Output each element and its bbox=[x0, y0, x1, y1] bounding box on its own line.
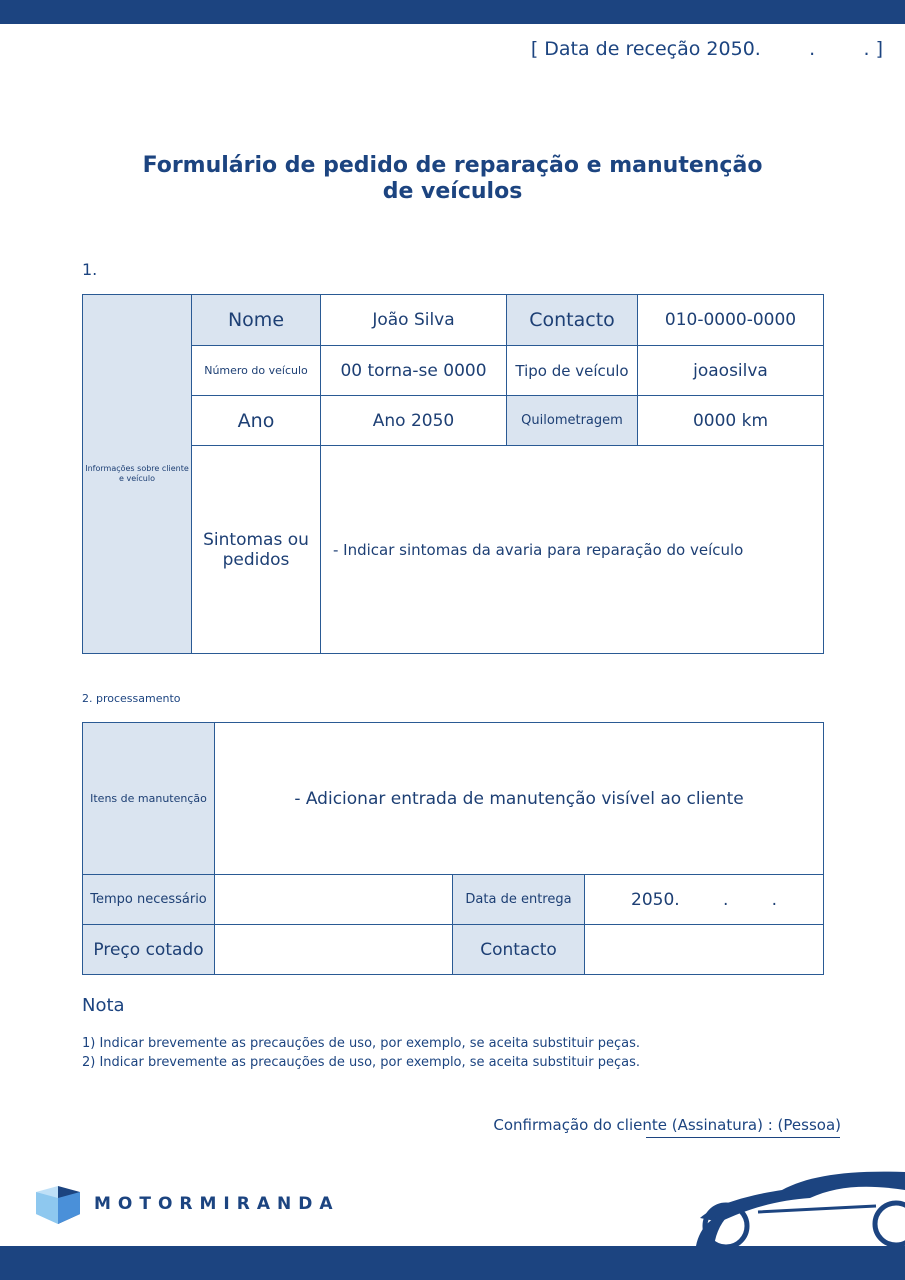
quoted-price-value[interactable] bbox=[215, 925, 453, 975]
car-silhouette-icon bbox=[696, 1168, 905, 1248]
symptoms-value[interactable]: - Indicar sintomas da avaria para reparação do veículo bbox=[321, 446, 824, 654]
page-title: Formulário de pedido de reparação e manutenção bbox=[142, 153, 763, 178]
contact2-value[interactable] bbox=[585, 925, 824, 975]
time-required-value[interactable] bbox=[215, 875, 453, 925]
delivery-date-label: Data de entrega bbox=[453, 875, 585, 925]
brand-name: MOTORMIRANDA bbox=[94, 1194, 340, 1214]
top-bar bbox=[0, 0, 905, 24]
note-line-1: 1) Indicar brevemente as precauções de uso, por exemplo, se aceita substituir peças. bbox=[82, 1036, 641, 1051]
maintenance-items-label: Itens de manutenção bbox=[83, 723, 215, 875]
section-1-number: 1. bbox=[82, 260, 98, 279]
mileage-label: Quilometragem bbox=[507, 396, 638, 446]
name-value[interactable]: João Silva bbox=[321, 295, 507, 346]
vehicle-type-label: Tipo de veículo bbox=[507, 346, 638, 396]
contact2-label: Contacto bbox=[453, 925, 585, 975]
note-line-2: 2) Indicar brevemente as precauções de uso, por exemplo, se aceita substituir peças. bbox=[82, 1055, 641, 1070]
vehicle-number-value[interactable]: 00 torna-se 0000 bbox=[321, 346, 507, 396]
delivery-date-value[interactable]: 2050. . . bbox=[585, 875, 824, 925]
time-required-label: Tempo necessário bbox=[83, 875, 215, 925]
processing-table bbox=[82, 722, 824, 975]
vehicle-type-value[interactable]: joaosilva bbox=[638, 346, 824, 396]
vehicle-number-label: Número do veículo bbox=[192, 346, 321, 396]
year-value[interactable]: Ano 2050 bbox=[321, 396, 507, 446]
date-received: [ Data de receção 2050. . . ] bbox=[530, 38, 883, 60]
maintenance-items-value[interactable]: - Adicionar entrada de manutenção visível ao cliente bbox=[215, 723, 824, 875]
page-title-line2: de veículos bbox=[382, 179, 523, 204]
customer-vehicle-table bbox=[82, 294, 824, 654]
notes-heading: Nota bbox=[82, 995, 125, 1016]
quoted-price-label: Preço cotado bbox=[83, 925, 215, 975]
symptoms-label: Sintomas ou pedidos bbox=[192, 446, 321, 654]
year-label: Ano bbox=[192, 396, 321, 446]
section-2-heading: 2. processamento bbox=[82, 692, 181, 705]
name-label: Nome bbox=[192, 295, 321, 346]
customer-confirmation: Confirmação do cliente (Assinatura) : (Pessoa) bbox=[493, 1116, 841, 1134]
mileage-value[interactable]: 0000 km bbox=[638, 396, 824, 446]
customer-vehicle-section-label: Informações sobre cliente e veículo bbox=[83, 295, 192, 654]
signature-line[interactable] bbox=[646, 1137, 840, 1138]
contact-label: Contacto bbox=[507, 295, 638, 346]
contact-value[interactable]: 010-0000-0000 bbox=[638, 295, 824, 346]
bottom-bar bbox=[0, 1246, 905, 1280]
cube-logo-icon bbox=[36, 1186, 80, 1224]
